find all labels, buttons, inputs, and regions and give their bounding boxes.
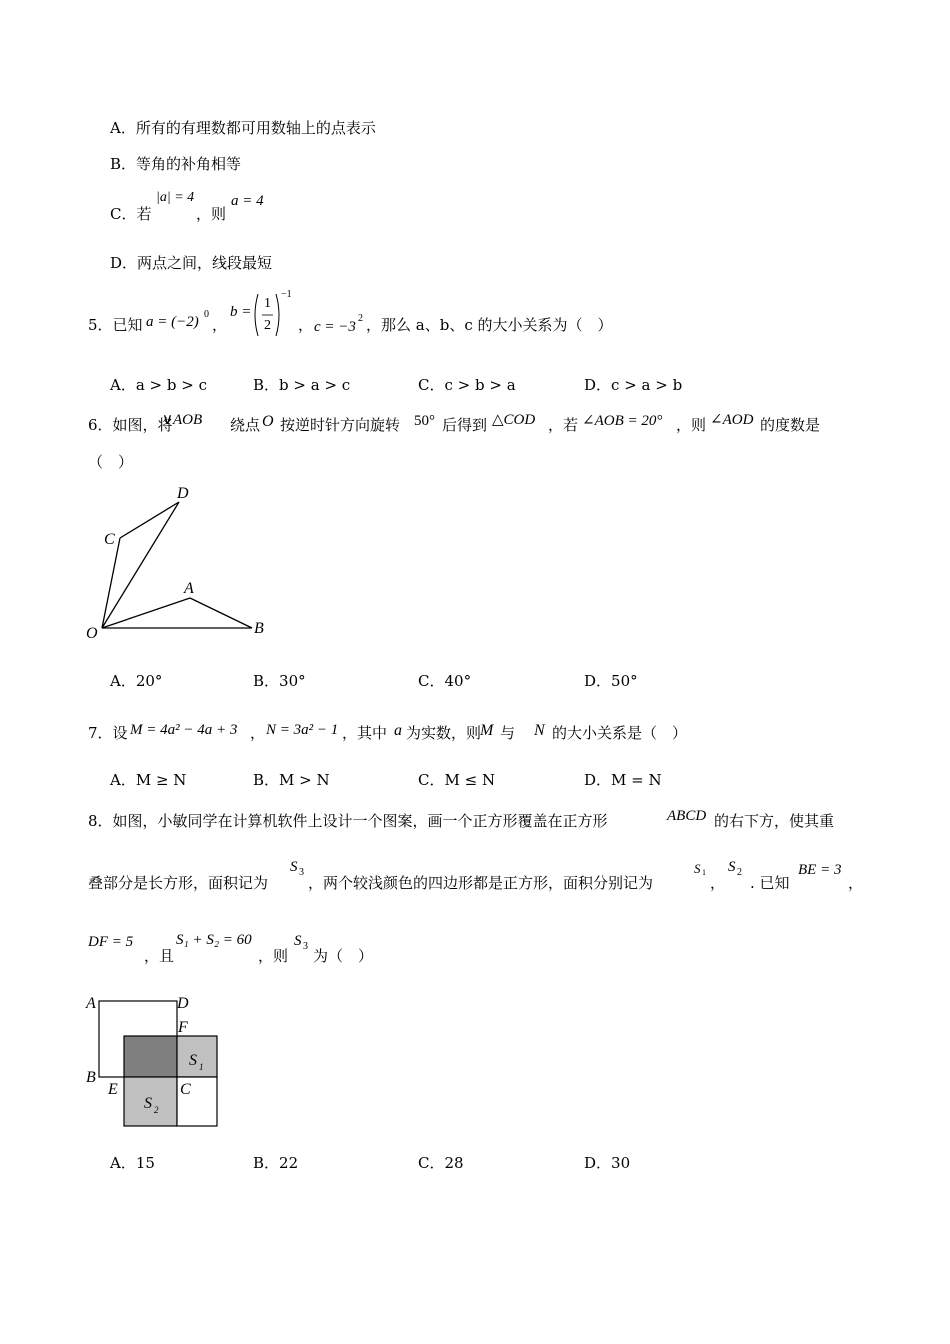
q6-text6: ，则	[676, 416, 707, 434]
q6-figure	[80, 480, 280, 645]
q7-option-c: C．M ≤ N	[418, 771, 496, 789]
q8-line1-b: 的右下方，使其重	[714, 812, 835, 830]
q6-text3: 按逆时针方向旋转	[280, 416, 401, 434]
q8-option-a: A．15	[110, 1154, 155, 1172]
q6-text4: 后得到	[442, 416, 488, 434]
q5-number: 5．已知	[88, 316, 143, 334]
q6-label-o: O	[86, 625, 98, 642]
q6-text7: 的度数是	[760, 416, 821, 434]
q8-label-e: E	[108, 1081, 118, 1098]
q6-condition: ∠AOB = 20°	[582, 413, 663, 429]
q8-option-d: D．30	[584, 1154, 631, 1172]
q6-text5: ，若	[548, 416, 579, 434]
q8-option-b: B．22	[253, 1154, 299, 1172]
q8-option-c: C．28	[418, 1154, 464, 1172]
q6-triangle-aob: ∨AOB	[162, 412, 203, 428]
q6-label-b: B	[254, 620, 264, 637]
q8-s3-ref-sub: 3	[303, 941, 308, 952]
q4-option-c-mid: ，则	[196, 205, 227, 223]
q8-label-s1-sub: 1	[199, 1062, 204, 1072]
q8-square-abcd: ABCD	[667, 808, 707, 824]
q6-label-a: A	[184, 580, 194, 597]
q6-angle-50: 50°	[414, 413, 435, 429]
q6-label-c: C	[104, 531, 115, 548]
q8-label-f: F	[178, 1019, 188, 1036]
q6-text2: 绕点	[230, 416, 261, 434]
q6-option-d: D．50°	[584, 672, 638, 690]
q4-option-c-prefix: C．若	[110, 205, 152, 223]
q5-option-b: B．b > a > c	[253, 376, 351, 394]
q7-text4: 与	[500, 724, 516, 742]
q7-text1: 7．设	[88, 724, 128, 742]
q8-line3-c: 为（ ）	[313, 947, 374, 965]
q4-option-d: D．两点之间，线段最短	[110, 254, 273, 272]
q5-b-lhs: b =	[230, 304, 252, 320]
q6-angle-aod: ∠AOD	[710, 412, 754, 428]
q8-square-s1	[177, 1036, 217, 1077]
q7-option-b: B．M > N	[253, 771, 330, 789]
q4-option-c-condition: |a| = 4	[156, 190, 195, 205]
q7-var-m: M	[480, 722, 494, 739]
q5-a-expression: a = (−2)	[146, 314, 199, 330]
q6-text1: 6．如图，将	[88, 416, 173, 434]
q8-label-a: A	[86, 995, 96, 1012]
q6-option-b: B．30°	[253, 672, 306, 690]
q6-label-d: D	[177, 485, 189, 502]
q7-option-a: A．M ≥ N	[110, 771, 187, 789]
q8-s2-sub: 2	[737, 867, 742, 878]
q6-answer-paren: （ ）	[88, 453, 134, 471]
q5-option-a: A．a > b > c	[110, 376, 207, 394]
q8-label-s2: S	[144, 1095, 152, 1112]
q8-s1-sub: 1	[702, 868, 706, 877]
q8-label-s1: S	[189, 1052, 197, 1069]
q8-line2-a: 叠部分是长方形，面积记为	[88, 874, 269, 892]
q5-b-exponent: −1	[281, 289, 292, 300]
q6-triangle-cod: △COD	[492, 412, 536, 428]
q8-line3-b: ，则	[258, 947, 289, 965]
q7-option-d: D．M = N	[584, 771, 662, 789]
q5-sep1: ，	[212, 316, 228, 334]
q6-option-c: C．40°	[418, 672, 472, 690]
q8-s3-sub: 3	[299, 867, 304, 878]
q8-df: DF = 5	[88, 934, 134, 950]
q7-var-n: N	[534, 722, 545, 739]
q8-s2: S	[728, 859, 736, 875]
q8-line2-c: . 已知	[750, 874, 790, 892]
q5-sep2: ，	[298, 316, 314, 334]
q4-option-a: A．所有的有理数都可用数轴上的点表示	[110, 119, 376, 137]
q8-s3-ref: S	[294, 933, 302, 949]
q7-var-a: a	[394, 722, 402, 739]
q8-line3-a: ，且	[144, 947, 175, 965]
q8-line2-b: ，两个较浅颜色的四边形都是正方形，面积分别记为	[308, 874, 654, 892]
q4-option-c-result: a = 4	[231, 193, 264, 209]
q7-sep: ，	[250, 724, 266, 742]
q6-option-a: A．20°	[110, 672, 163, 690]
q5-b-numerator: 1	[264, 296, 271, 311]
q5-option-c: C．c > b > a	[418, 376, 516, 394]
q5-option-d: D．c > a > b	[584, 376, 683, 394]
q5-tail: ，那么 a、b、c 的大小关系为（ ）	[366, 316, 613, 334]
q8-label-s2-sub: 2	[154, 1105, 159, 1115]
q8-figure	[80, 988, 230, 1133]
q8-label-b: B	[86, 1069, 96, 1086]
q8-be: BE = 3	[798, 862, 842, 878]
q5-c-exponent: 2	[358, 313, 363, 324]
q7-text5: 的大小关系是（ ）	[552, 724, 688, 742]
q6-point-o: O	[262, 413, 274, 430]
q8-s3: S	[290, 859, 298, 875]
q8-label-c: C	[180, 1081, 191, 1098]
q7-m-expression: M = 4a² − 4a + 3	[130, 722, 238, 738]
q8-overlap-rectangle	[124, 1036, 177, 1077]
q8-sum: S₁ + S₂ = 60	[176, 932, 252, 948]
q8-comma: ，	[710, 874, 726, 892]
q5-c-expression: c = −3	[314, 319, 356, 335]
q8-label-d: D	[177, 995, 189, 1012]
q8-line1-a: 8．如图，小敏同学在计算机软件上设计一个图案，画一个正方形覆盖在正方形	[88, 812, 608, 830]
q5-b-denominator: 2	[264, 318, 271, 333]
q7-text3: 为实数，则	[406, 724, 482, 742]
q7-text2: ，其中	[342, 724, 388, 742]
q4-option-b: B．等角的补角相等	[110, 155, 242, 173]
q8-line2-d: ，	[848, 874, 864, 892]
q8-s1: S	[694, 861, 701, 876]
q5-a-exponent: 0	[204, 309, 209, 320]
q7-n-expression: N = 3a² − 1	[266, 722, 339, 738]
